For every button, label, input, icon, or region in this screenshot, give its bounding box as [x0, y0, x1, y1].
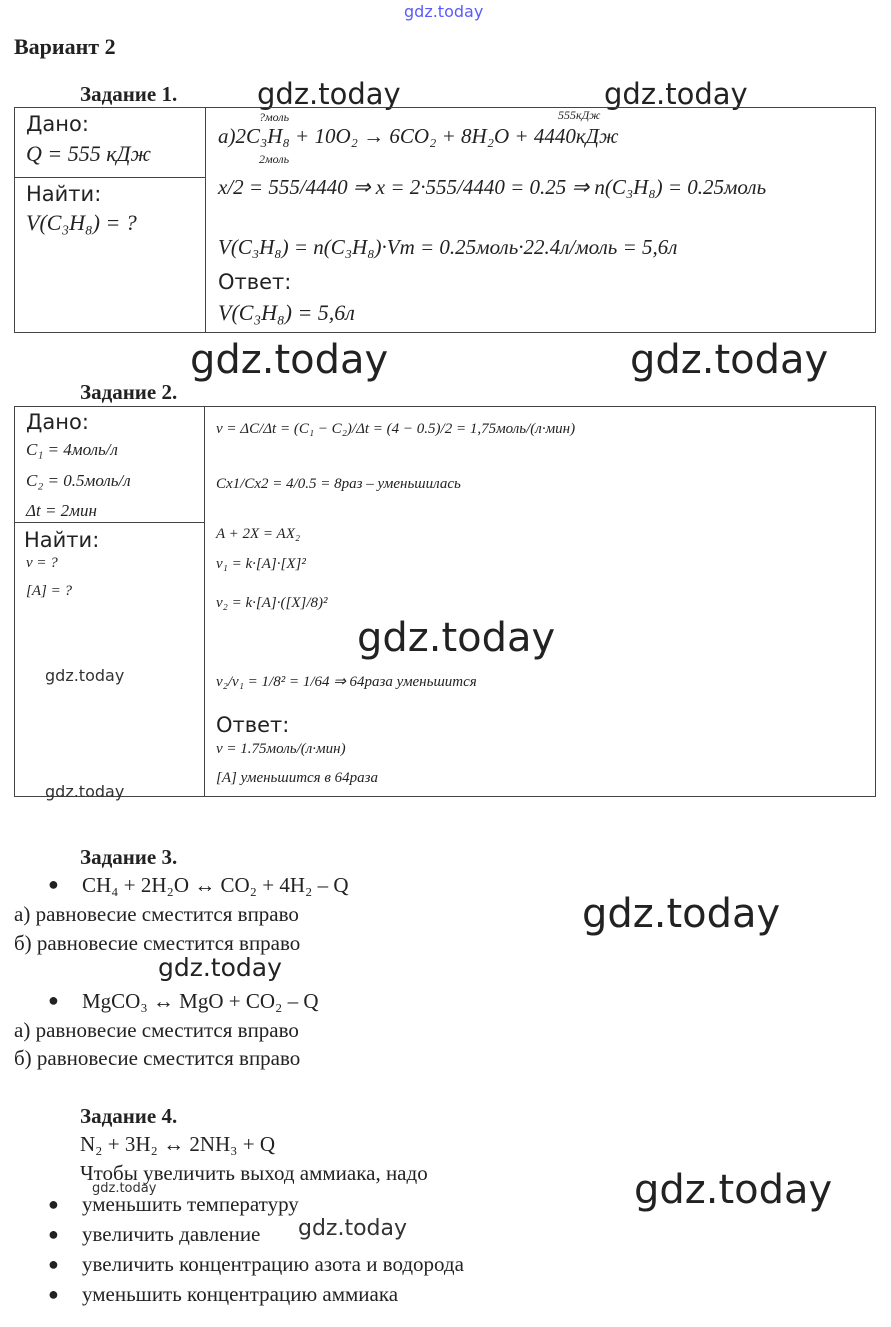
watermark: gdz.today: [634, 1167, 833, 1213]
task4-item: уменьшить температуру: [82, 1192, 299, 1216]
bullet-icon: ●: [48, 1224, 59, 1244]
task2-find-a: [A] = ?: [26, 583, 72, 599]
task4-item: увеличить концентрацию азота и водорода: [82, 1252, 464, 1276]
task2-eq-react: A + 2X = AX₂: [216, 526, 301, 542]
task2-eq-v: v = ΔC/Δt = (C₁ − C₂)/Δt = (4 − 0.5)/2 = 1,75моль/(л·мин): [216, 421, 576, 437]
watermark: gdz.today: [630, 337, 829, 383]
task1-find-v: V(C₃H₈) = ?: [26, 210, 137, 235]
task1-above-reactant: ?моль: [259, 110, 290, 124]
watermark-top: gdz.today: [404, 2, 484, 21]
task3-eq1: CH₄ + 2H₂O ↔ CO₂ + 4H₂ – Q: [82, 873, 349, 897]
watermark: gdz.today: [298, 1216, 408, 1241]
task4-reaction: N₂ + 3H₂ ↔ 2NH₃ + Q: [80, 1132, 275, 1156]
task1-reaction: а)2C₃H₈ + 10O₂ → 6CO₂ + 8H₂O + 4440кДж: [218, 124, 619, 148]
task1-given-label: Дано:: [26, 112, 89, 136]
task2-dt: Δt = 2мин: [26, 501, 97, 520]
task2-eq-ratio: Cx1/Cx2 = 4/0.5 = 8раз – уменьшилась: [216, 476, 461, 492]
task2-c2: C₂ = 0.5моль/л: [26, 471, 131, 490]
watermark: gdz.today: [604, 77, 748, 111]
watermark: gdz.today: [45, 666, 125, 685]
task3-title: Задание 3.: [80, 845, 178, 869]
task1-under-reactant: 2моль: [259, 152, 290, 166]
bullet-icon: ●: [48, 1254, 59, 1274]
task2-find-v: v = ?: [26, 555, 58, 571]
bullet-icon: ●: [48, 1194, 59, 1214]
task4-title: Задание 4.: [80, 1104, 178, 1128]
task2-find-label: Найти:: [24, 528, 100, 552]
task2-answer-a: [A] уменьшится в 64раза: [216, 770, 379, 786]
task1-eq1: x/2 = 555/4440 ⇒ x = 2·555/4440 = 0.25 ⇒ n(C₃H₈) = 0.25моль: [218, 175, 767, 199]
bullet-icon: ●: [48, 990, 59, 1010]
task3-eq2: MgCO₃ ↔ MgO + CO₂ – Q: [82, 989, 319, 1013]
task2-c1: C₁ = 4моль/л: [26, 440, 118, 459]
bullet-icon: ●: [48, 874, 59, 894]
task2-answer-label: Ответ:: [216, 713, 290, 737]
task3-eq1-a: а) равновесие сместится вправо: [14, 902, 299, 926]
watermark: gdz.today: [582, 891, 781, 937]
watermark: gdz.today: [158, 953, 282, 982]
task2-table: [14, 406, 876, 797]
task1-answer-label: Ответ:: [218, 270, 292, 294]
task4-item: увеличить давление: [82, 1222, 261, 1246]
task1-above-product: 555кДж: [558, 108, 601, 122]
watermark: gdz.today: [45, 782, 125, 801]
task1-given-q: Q = 555 кДж: [26, 141, 151, 166]
task4-intro: Чтобы увеличить выход аммиака, надо: [80, 1161, 428, 1185]
task1-answer: V(C₃H₈) = 5,6л: [218, 300, 355, 325]
watermark: gdz.today: [92, 1181, 157, 1196]
task1-title: Задание 1.: [80, 82, 178, 106]
task4-item: уменьшить концентрацию аммиака: [82, 1282, 399, 1306]
watermark: gdz.today: [190, 337, 389, 383]
task2-eq-v2: v₂ = k·[A]·([X]/8)²: [216, 595, 328, 611]
task2-given-label: Дано:: [26, 410, 89, 434]
task2-title: Задание 2.: [80, 380, 178, 404]
task2-eq-final: v₂/v₁ = 1/8² = 1/64 ⇒ 64раза уменьшится: [216, 674, 477, 690]
watermark: gdz.today: [257, 77, 401, 111]
variant-title: Вариант 2: [14, 34, 116, 59]
task3-eq2-b: б) равновесие сместится вправо: [14, 1046, 301, 1070]
task3-eq1-b: б) равновесие сместится вправо: [14, 931, 301, 955]
bullet-icon: ●: [48, 1284, 59, 1304]
task3-eq2-a: а) равновесие сместится вправо: [14, 1018, 299, 1042]
watermark: gdz.today: [357, 615, 556, 661]
task1-find-label: Найти:: [26, 182, 102, 206]
task2-answer-v: v = 1.75моль/(л·мин): [216, 741, 346, 757]
task2-eq-v1: v₁ = k·[A]·[X]²: [216, 556, 306, 572]
task1-eq2: V(C₃H₈) = n(C₃H₈)·Vm = 0.25моль·22.4л/моль = 5,6л: [218, 235, 678, 259]
